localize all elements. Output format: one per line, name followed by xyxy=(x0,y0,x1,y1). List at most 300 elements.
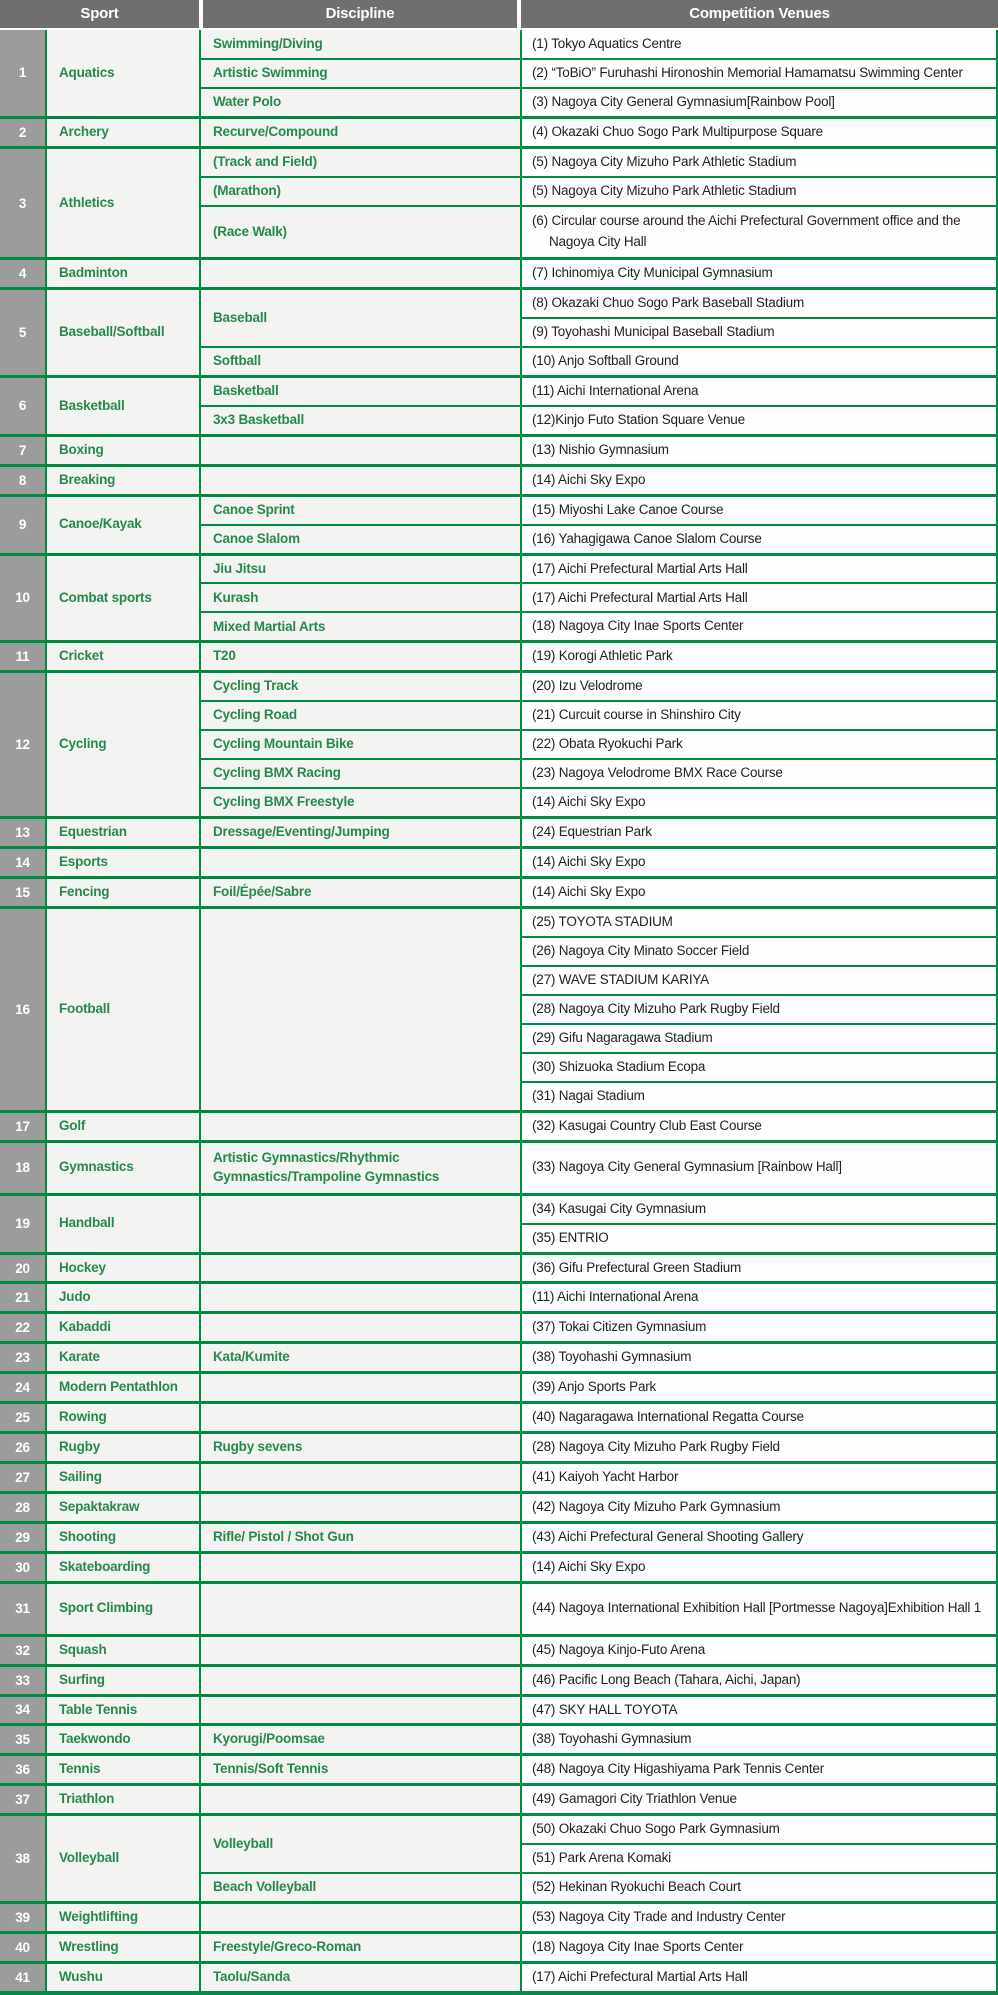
table-row xyxy=(0,377,997,406)
venue-cell xyxy=(521,318,997,347)
discipline-name: T20 xyxy=(200,642,521,672)
venue-name: (41) Kaiyoh Yacht Harbor xyxy=(532,1469,679,1484)
discipline-name xyxy=(200,848,521,878)
table-row xyxy=(0,1111,997,1141)
sport-number: 29 xyxy=(0,1522,46,1552)
sport-name: Golf xyxy=(46,1111,200,1141)
table-row xyxy=(0,1141,997,1194)
venue-cell xyxy=(521,848,997,878)
sport-name: Baseball/Softball xyxy=(46,289,200,377)
discipline-name xyxy=(200,1403,521,1433)
sport-name: Table Tennis xyxy=(46,1695,200,1725)
table-row xyxy=(0,1403,997,1433)
sport-name: Boxing xyxy=(46,435,200,465)
venue-cell xyxy=(521,435,997,465)
venue-cell xyxy=(521,818,997,848)
venue-name: (14) Aichi Sky Expo xyxy=(532,854,646,870)
discipline-name: 3x3 Basketball xyxy=(200,406,521,435)
venue-cell xyxy=(521,1141,997,1194)
discipline-name: Recurve/Compound xyxy=(200,117,521,147)
sport-name: Weightlifting xyxy=(46,1903,200,1933)
sport-number: 25 xyxy=(0,1403,46,1433)
table-row xyxy=(0,1552,997,1582)
venue-name: (31) Nagai Stadium xyxy=(532,1087,645,1103)
venue-cell xyxy=(521,1582,997,1635)
table-row xyxy=(0,1373,997,1403)
discipline-name: Beach Volleyball xyxy=(200,1873,521,1902)
venue-cell xyxy=(521,1224,997,1253)
venue-name: (53) Nagoya City Trade and Industry Center xyxy=(532,1909,786,1925)
sport-number: 13 xyxy=(0,818,46,848)
discipline-name: Cycling Mountain Bike xyxy=(200,730,521,759)
discipline-name: Softball xyxy=(200,347,521,376)
discipline-name xyxy=(200,1903,521,1933)
venue-cell xyxy=(521,583,997,612)
venue-name: (37) Tokai Citizen Gymnasium xyxy=(532,1319,707,1335)
sport-name: Shooting xyxy=(46,1522,200,1552)
venue-cell xyxy=(521,642,997,672)
venue-cell xyxy=(521,1522,997,1552)
venue-cell xyxy=(521,30,997,59)
venue-name: (40) Nagaragawa International Regatta Course xyxy=(532,1409,804,1425)
sport-name: Basketball xyxy=(46,377,200,436)
table-row xyxy=(0,289,997,318)
discipline-name: (Race Walk) xyxy=(200,206,521,259)
venue-name: (1) Tokyo Aquatics Centre xyxy=(532,35,682,51)
sport-number: 40 xyxy=(0,1932,46,1962)
table-row xyxy=(0,1755,997,1785)
sport-number: 12 xyxy=(0,672,46,818)
venue-cell xyxy=(521,1343,997,1373)
venue-cell xyxy=(521,406,997,435)
discipline-name: Artistic Gymnastics/Rhythmic Gymnastics/Trampoline Gymnastics xyxy=(200,1141,521,1194)
venue-cell xyxy=(521,1313,997,1343)
venue-cell xyxy=(521,1283,997,1313)
sport-name: Esports xyxy=(46,848,200,878)
venue-name: (11) Aichi International Arena xyxy=(532,383,699,399)
venue-cell xyxy=(521,1815,997,1844)
discipline-name: Cycling Track xyxy=(200,672,521,701)
sport-name: Triathlon xyxy=(46,1785,200,1815)
venue-name: (44) Nagoya International Exhibition Hall [Portmesse Nagoya]Exhibition Hall 1 xyxy=(532,1600,982,1616)
discipline-name xyxy=(200,1552,521,1582)
sport-name: Volleyball xyxy=(46,1815,200,1903)
sport-name: Karate xyxy=(46,1343,200,1373)
venue-cell xyxy=(521,701,997,730)
sport-number: 2 xyxy=(0,117,46,147)
sport-name: Breaking xyxy=(46,465,200,495)
venue-name: (42) Nagoya City Mizuho Park Gymnasium xyxy=(532,1498,781,1514)
venue-name: (38) Toyohashi Gymnasium xyxy=(532,1349,692,1365)
table-row xyxy=(0,259,997,289)
column-header-competition-venues: Competition Venues xyxy=(521,0,998,28)
discipline-name xyxy=(200,1635,521,1665)
table-row xyxy=(0,554,997,583)
sport-number: 32 xyxy=(0,1635,46,1665)
discipline-name: (Marathon) xyxy=(200,177,521,206)
sport-name: Aquatics xyxy=(46,30,200,117)
discipline-name xyxy=(200,1283,521,1313)
venue-name: (10) Anjo Softball Ground xyxy=(532,353,679,369)
venue-cell xyxy=(521,117,997,147)
table-row xyxy=(0,1194,997,1223)
venue-name: (5) Nagoya City Mizuho Park Athletic Stadium xyxy=(532,153,797,169)
discipline-name: Rifle/ Pistol / Shot Gun xyxy=(200,1522,521,1552)
venue-cell xyxy=(521,937,997,966)
venue-cell xyxy=(521,788,997,817)
sport-name: Archery xyxy=(46,117,200,147)
table-row xyxy=(0,1785,997,1815)
venue-name: (17) Aichi Prefectural Martial Arts Hall xyxy=(532,1968,748,1984)
venue-name: (4) Okazaki Chuo Sogo Park Multipurpose Square xyxy=(532,123,823,139)
sport-name: Cricket xyxy=(46,642,200,672)
venue-name: (38) Toyohashi Gymnasium xyxy=(532,1731,692,1747)
sport-name: Taekwondo xyxy=(46,1725,200,1755)
sport-number: 22 xyxy=(0,1313,46,1343)
discipline-name: Dressage/Eventing/Jumping xyxy=(200,818,521,848)
venue-cell xyxy=(521,995,997,1024)
table-row xyxy=(0,30,997,59)
table-row xyxy=(0,1903,997,1933)
discipline-name: Taolu/Sanda xyxy=(200,1962,521,1992)
sport-number: 20 xyxy=(0,1253,46,1283)
venue-name: (6) Circular course around the Aichi Prefectural Government office and the Nagoya City Hall xyxy=(532,213,961,250)
venue-cell xyxy=(521,1024,997,1053)
sport-name: Cycling xyxy=(46,672,200,818)
table-row xyxy=(0,672,997,701)
venue-name: (51) Park Arena Komaki xyxy=(532,1850,671,1866)
venue-cell xyxy=(521,525,997,554)
sport-number: 33 xyxy=(0,1665,46,1695)
discipline-name: (Track and Field) xyxy=(200,147,521,176)
sport-name: Canoe/Kayak xyxy=(46,495,200,554)
venue-cell xyxy=(521,1873,997,1902)
discipline-name xyxy=(200,1582,521,1635)
venue-cell xyxy=(521,465,997,495)
discipline-name xyxy=(200,1111,521,1141)
sport-number: 15 xyxy=(0,878,46,908)
sport-number: 1 xyxy=(0,30,46,117)
venue-name: (15) Miyoshi Lake Canoe Course xyxy=(532,501,724,517)
discipline-name xyxy=(200,1695,521,1725)
discipline-name: Foil/Épée/Sabre xyxy=(200,878,521,908)
sport-name: Judo xyxy=(46,1283,200,1313)
venue-name: (14) Aichi Sky Expo xyxy=(532,884,646,900)
venue-cell xyxy=(521,1463,997,1493)
venue-name: (39) Anjo Sports Park xyxy=(532,1379,657,1395)
discipline-name xyxy=(200,1253,521,1283)
venue-name: (14) Aichi Sky Expo xyxy=(532,471,646,487)
sport-number: 37 xyxy=(0,1785,46,1815)
venue-name: (32) Kasugai Country Club East Course xyxy=(532,1117,762,1133)
venue-cell xyxy=(521,177,997,206)
venue-cell xyxy=(521,59,997,88)
column-header-discipline: Discipline xyxy=(203,0,517,28)
sport-number: 5 xyxy=(0,289,46,377)
venue-name: (9) Toyohashi Municipal Baseball Stadium xyxy=(532,324,775,340)
discipline-name: Tennis/Soft Tennis xyxy=(200,1755,521,1785)
table-row xyxy=(0,1725,997,1755)
table-row xyxy=(0,878,997,908)
table-row xyxy=(0,1665,997,1695)
venue-name: (14) Aichi Sky Expo xyxy=(532,794,646,810)
table-header xyxy=(0,0,998,28)
venue-name: (49) Gamagori City Triathlon Venue xyxy=(532,1791,737,1807)
venue-name: (36) Gifu Prefectural Green Stadium xyxy=(532,1259,742,1275)
venue-cell xyxy=(521,1755,997,1785)
sport-name: Combat sports xyxy=(46,554,200,642)
sport-number: 21 xyxy=(0,1283,46,1313)
table-row xyxy=(0,1635,997,1665)
discipline-name xyxy=(200,465,521,495)
discipline-name: Kurash xyxy=(200,583,521,612)
sport-number: 18 xyxy=(0,1141,46,1194)
sport-name: Kabaddi xyxy=(46,1313,200,1343)
sport-number: 4 xyxy=(0,259,46,289)
venue-name: (46) Pacific Long Beach (Tahara, Aichi, Japan) xyxy=(532,1671,801,1687)
venue-name: (43) Aichi Prefectural General Shooting Gallery xyxy=(532,1528,804,1544)
venue-name: (12)Kinjo Futo Station Square Venue xyxy=(532,411,745,427)
discipline-name xyxy=(200,435,521,465)
sport-name: Wushu xyxy=(46,1962,200,1992)
sport-number: 19 xyxy=(0,1194,46,1253)
table-row xyxy=(0,1343,997,1373)
discipline-name xyxy=(200,1373,521,1403)
discipline-name: Cycling BMX Racing xyxy=(200,759,521,788)
discipline-name: Cycling BMX Freestyle xyxy=(200,788,521,817)
venue-name: (33) Nagoya City General Gymnasium [Rainbow Hall] xyxy=(532,1159,842,1175)
venue-name: (34) Kasugai City Gymnasium xyxy=(532,1200,706,1216)
table-row xyxy=(0,1522,997,1552)
discipline-name xyxy=(200,1665,521,1695)
discipline-name: Kyorugi/Poomsae xyxy=(200,1725,521,1755)
venue-cell xyxy=(521,907,997,936)
venue-cell xyxy=(521,759,997,788)
sport-name: Tennis xyxy=(46,1755,200,1785)
discipline-name xyxy=(200,1194,521,1253)
venue-cell xyxy=(521,377,997,406)
venue-name: (48) Nagoya City Higashiyama Park Tennis Center xyxy=(532,1761,824,1777)
venue-cell xyxy=(521,1635,997,1665)
venue-cell xyxy=(521,1111,997,1141)
venue-name: (2) “ToBiO” Furuhashi Hironoshin Memorial Hamamatsu Swimming Center xyxy=(532,65,963,81)
discipline-name xyxy=(200,259,521,289)
venue-cell xyxy=(521,1492,997,1522)
sport-number: 3 xyxy=(0,147,46,258)
venue-cell xyxy=(521,88,997,117)
discipline-name xyxy=(200,1313,521,1343)
column-header-sport: Sport xyxy=(0,0,199,28)
sport-number: 39 xyxy=(0,1903,46,1933)
venue-cell xyxy=(521,206,997,259)
venue-name: (22) Obata Ryokuchi Park xyxy=(532,736,683,752)
sport-number: 7 xyxy=(0,435,46,465)
discipline-name xyxy=(200,907,521,1111)
venue-cell xyxy=(521,612,997,641)
table-row xyxy=(0,818,997,848)
sport-number: 34 xyxy=(0,1695,46,1725)
sport-name: Athletics xyxy=(46,147,200,258)
venue-cell xyxy=(521,1403,997,1433)
sport-name: Rowing xyxy=(46,1403,200,1433)
venue-name: (18) Nagoya City Inae Sports Center xyxy=(532,618,744,634)
discipline-name xyxy=(200,1463,521,1493)
discipline-name: Volleyball xyxy=(200,1815,521,1873)
discipline-name: Water Polo xyxy=(200,88,521,117)
venue-name: (23) Nagoya Velodrome BMX Race Course xyxy=(532,765,783,781)
venue-cell xyxy=(521,1433,997,1463)
discipline-name: Rugby sevens xyxy=(200,1433,521,1463)
venue-cell xyxy=(521,289,997,318)
discipline-name: Jiu Jitsu xyxy=(200,554,521,583)
table-row xyxy=(0,117,997,147)
venue-name: (7) Ichinomiya City Municipal Gymnasium xyxy=(532,265,773,281)
venue-name: (20) Izu Velodrome xyxy=(532,678,643,694)
sport-name: Fencing xyxy=(46,878,200,908)
venue-name: (19) Korogi Athletic Park xyxy=(532,648,673,664)
table-row xyxy=(0,465,997,495)
sport-number: 11 xyxy=(0,642,46,672)
discipline-name: Cycling Road xyxy=(200,701,521,730)
sport-name: Badminton xyxy=(46,259,200,289)
venue-name: (11) Aichi International Arena xyxy=(532,1289,699,1305)
venue-name: (5) Nagoya City Mizuho Park Athletic Stadium xyxy=(532,182,797,198)
venue-name: (13) Nishio Gymnasium xyxy=(532,441,669,457)
table-row xyxy=(0,1283,997,1313)
venue-cell xyxy=(521,1665,997,1695)
sport-name: Surfing xyxy=(46,1665,200,1695)
discipline-name: Freestyle/Greco-Roman xyxy=(200,1932,521,1962)
sport-number: 38 xyxy=(0,1815,46,1903)
sport-number: 30 xyxy=(0,1552,46,1582)
sport-name: Wrestling xyxy=(46,1932,200,1962)
sport-number: 16 xyxy=(0,907,46,1111)
sport-name: Sailing xyxy=(46,1463,200,1493)
venue-cell xyxy=(521,495,997,524)
sport-name: Squash xyxy=(46,1635,200,1665)
venue-cell xyxy=(521,1053,997,1082)
sport-name: Gymnastics xyxy=(46,1141,200,1194)
venue-name: (30) Shizuoka Stadium Ecopa xyxy=(532,1058,706,1074)
sport-name: Hockey xyxy=(46,1253,200,1283)
sport-number: 41 xyxy=(0,1962,46,1992)
sport-number: 26 xyxy=(0,1433,46,1463)
venue-cell xyxy=(521,672,997,701)
sport-number: 23 xyxy=(0,1343,46,1373)
table-row xyxy=(0,1815,997,1844)
table-row xyxy=(0,1313,997,1343)
venue-name: (18) Nagoya City Inae Sports Center xyxy=(532,1938,744,1954)
venue-name: (47) SKY HALL TOYOTA xyxy=(532,1701,678,1717)
venue-cell xyxy=(521,1695,997,1725)
table-row xyxy=(0,1433,997,1463)
discipline-name: Mixed Martial Arts xyxy=(200,612,521,641)
venue-name: (28) Nagoya City Mizuho Park Rugby Field xyxy=(532,1439,780,1455)
venue-name: (26) Nagoya City Minato Soccer Field xyxy=(532,942,750,958)
table-row xyxy=(0,147,997,176)
venue-name: (8) Okazaki Chuo Sogo Park Baseball Stadium xyxy=(532,295,805,311)
venue-name: (29) Gifu Nagaragawa Stadium xyxy=(532,1029,713,1045)
discipline-name: Kata/Kumite xyxy=(200,1343,521,1373)
venue-cell xyxy=(521,1962,997,1992)
venue-cell xyxy=(521,1785,997,1815)
venue-cell xyxy=(521,1253,997,1283)
table-row xyxy=(0,1582,997,1635)
table-row xyxy=(0,435,997,465)
table-row xyxy=(0,1695,997,1725)
sport-number: 17 xyxy=(0,1111,46,1141)
sport-number: 14 xyxy=(0,848,46,878)
venues-table xyxy=(0,30,998,1995)
venue-cell xyxy=(521,878,997,908)
sport-number: 27 xyxy=(0,1463,46,1493)
discipline-name: Basketball xyxy=(200,377,521,406)
venue-name: (16) Yahagigawa Canoe Slalom Course xyxy=(532,530,762,546)
sport-number: 28 xyxy=(0,1492,46,1522)
venue-cell xyxy=(521,730,997,759)
sport-name: Rugby xyxy=(46,1433,200,1463)
discipline-name xyxy=(200,1785,521,1815)
table-row xyxy=(0,495,997,524)
venue-name: (25) TOYOTA STADIUM xyxy=(532,913,673,929)
venue-name: (52) Hekinan Ryokuchi Beach Court xyxy=(532,1879,741,1895)
table-row xyxy=(0,848,997,878)
table-row xyxy=(0,907,997,936)
venue-cell xyxy=(521,1844,997,1873)
discipline-name: Canoe Slalom xyxy=(200,525,521,554)
sport-number: 10 xyxy=(0,554,46,642)
venue-name: (14) Aichi Sky Expo xyxy=(532,1558,646,1574)
venue-name: (45) Nagoya Kinjo-Futo Arena xyxy=(532,1641,705,1657)
discipline-name: Swimming/Diving xyxy=(200,30,521,59)
sport-name: Skateboarding xyxy=(46,1552,200,1582)
sport-name: Modern Pentathlon xyxy=(46,1373,200,1403)
sport-number: 24 xyxy=(0,1373,46,1403)
discipline-name xyxy=(200,1492,521,1522)
venue-name: (17) Aichi Prefectural Martial Arts Hall xyxy=(532,589,748,605)
sport-name: Sport Climbing xyxy=(46,1582,200,1635)
venue-cell xyxy=(521,554,997,583)
discipline-name: Canoe Sprint xyxy=(200,495,521,524)
sport-name: Football xyxy=(46,907,200,1111)
sport-number: 6 xyxy=(0,377,46,436)
sport-name: Sepaktakraw xyxy=(46,1492,200,1522)
venue-cell xyxy=(521,259,997,289)
table-row xyxy=(0,1962,997,1992)
sport-number: 31 xyxy=(0,1582,46,1635)
table-row xyxy=(0,642,997,672)
table-row xyxy=(0,1492,997,1522)
sport-name: Handball xyxy=(46,1194,200,1253)
venue-cell xyxy=(521,1903,997,1933)
table-row xyxy=(0,1253,997,1283)
venue-cell xyxy=(521,966,997,995)
venue-name: (17) Aichi Prefectural Martial Arts Hall xyxy=(532,560,748,576)
venue-cell xyxy=(521,1552,997,1582)
venue-name: (35) ENTRIO xyxy=(532,1229,609,1245)
venue-name: (50) Okazaki Chuo Sogo Park Gymnasium xyxy=(532,1821,780,1837)
venue-name: (24) Equestrian Park xyxy=(532,824,652,840)
venue-name: (3) Nagoya City General Gymnasium[Rainbow Pool] xyxy=(532,94,835,109)
venue-cell xyxy=(521,1373,997,1403)
sport-number: 35 xyxy=(0,1725,46,1755)
sport-number: 9 xyxy=(0,495,46,554)
sport-name: Equestrian xyxy=(46,818,200,848)
venue-cell xyxy=(521,147,997,176)
table-row xyxy=(0,1463,997,1493)
venue-cell xyxy=(521,347,997,376)
venue-name: (27) WAVE STADIUM KARIYA xyxy=(532,971,709,987)
